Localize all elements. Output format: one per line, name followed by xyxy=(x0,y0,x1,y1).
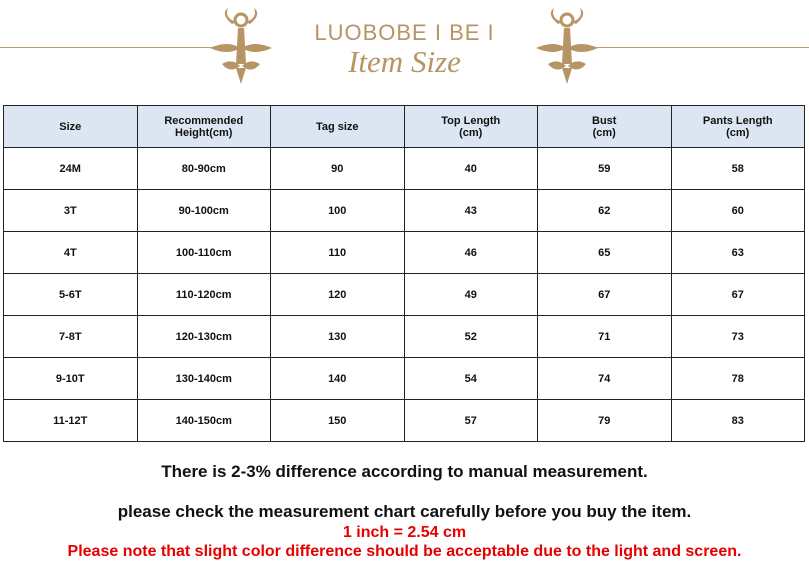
table-cell: 90 xyxy=(271,148,405,190)
table-cell: 67 xyxy=(538,274,672,316)
table-cell: 79 xyxy=(538,400,672,442)
table-row xyxy=(4,358,805,400)
inch-conversion-note: 1 inch = 2.54 cm xyxy=(342,524,467,541)
table-cell: 110-120cm xyxy=(137,274,271,316)
table-cell: 71 xyxy=(538,316,672,358)
table-cell: 73 xyxy=(671,316,805,358)
table-cell: 57 xyxy=(404,400,538,442)
right-divider-line xyxy=(585,47,809,48)
table-cell: 140 xyxy=(271,358,405,400)
header xyxy=(0,0,809,100)
table-cell: 9-10T xyxy=(4,358,138,400)
table-row xyxy=(4,190,805,232)
table-cell: 24M xyxy=(4,148,138,190)
color-difference-note: Please note that slight color difference should be acceptable due to the light and screen. xyxy=(67,543,742,560)
table-cell: 100-110cm xyxy=(137,232,271,274)
column-header: Pants Length (cm) xyxy=(671,106,805,148)
measurement-difference-note: There is 2-3% difference according to manual measurement. xyxy=(161,462,648,481)
table-cell: 54 xyxy=(404,358,538,400)
table-cell: 43 xyxy=(404,190,538,232)
table-cell: 90-100cm xyxy=(137,190,271,232)
table-header-row xyxy=(4,106,805,148)
column-header: Recommended Height(cm) xyxy=(137,106,271,148)
brand-name: LUOBOBE I BE I xyxy=(314,20,495,45)
table-cell: 59 xyxy=(538,148,672,190)
column-header: Top Length (cm) xyxy=(404,106,538,148)
table-cell: 4T xyxy=(4,232,138,274)
table-cell: 65 xyxy=(538,232,672,274)
table-cell: 67 xyxy=(671,274,805,316)
table-cell: 100 xyxy=(271,190,405,232)
table-cell: 40 xyxy=(404,148,538,190)
table-cell: 63 xyxy=(671,232,805,274)
column-header: Bust (cm) xyxy=(538,106,672,148)
table-cell: 78 xyxy=(671,358,805,400)
table-cell: 3T xyxy=(4,190,138,232)
table-cell: 150 xyxy=(271,400,405,442)
table-cell: 130-140cm xyxy=(137,358,271,400)
table-cell: 46 xyxy=(404,232,538,274)
table-row xyxy=(4,316,805,358)
table-cell: 49 xyxy=(404,274,538,316)
table-cell: 11-12T xyxy=(4,400,138,442)
table-body xyxy=(4,148,805,442)
table-cell: 130 xyxy=(271,316,405,358)
table-row xyxy=(4,400,805,442)
table-cell: 5-6T xyxy=(4,274,138,316)
table-row xyxy=(4,148,805,190)
table-cell: 74 xyxy=(538,358,672,400)
table-cell: 83 xyxy=(671,400,805,442)
table-cell: 58 xyxy=(671,148,805,190)
table-row xyxy=(4,232,805,274)
table-cell: 80-90cm xyxy=(137,148,271,190)
table-cell: 140-150cm xyxy=(137,400,271,442)
table-cell: 120-130cm xyxy=(137,316,271,358)
table-row xyxy=(4,274,805,316)
column-header: Tag size xyxy=(271,106,405,148)
right-flourish-ornament-icon xyxy=(528,4,606,86)
table-cell: 52 xyxy=(404,316,538,358)
left-flourish-ornament-icon xyxy=(202,4,280,86)
size-table xyxy=(3,105,805,442)
table-cell: 120 xyxy=(271,274,405,316)
table-cell: 7-8T xyxy=(4,316,138,358)
page-title: Item Size xyxy=(348,44,461,79)
table-cell: 60 xyxy=(671,190,805,232)
left-divider-line xyxy=(0,47,215,48)
check-chart-note: please check the measurement chart carefully before you buy the item. xyxy=(117,502,692,521)
table-cell: 62 xyxy=(538,190,672,232)
table-cell: 110 xyxy=(271,232,405,274)
column-header: Size xyxy=(4,106,138,148)
